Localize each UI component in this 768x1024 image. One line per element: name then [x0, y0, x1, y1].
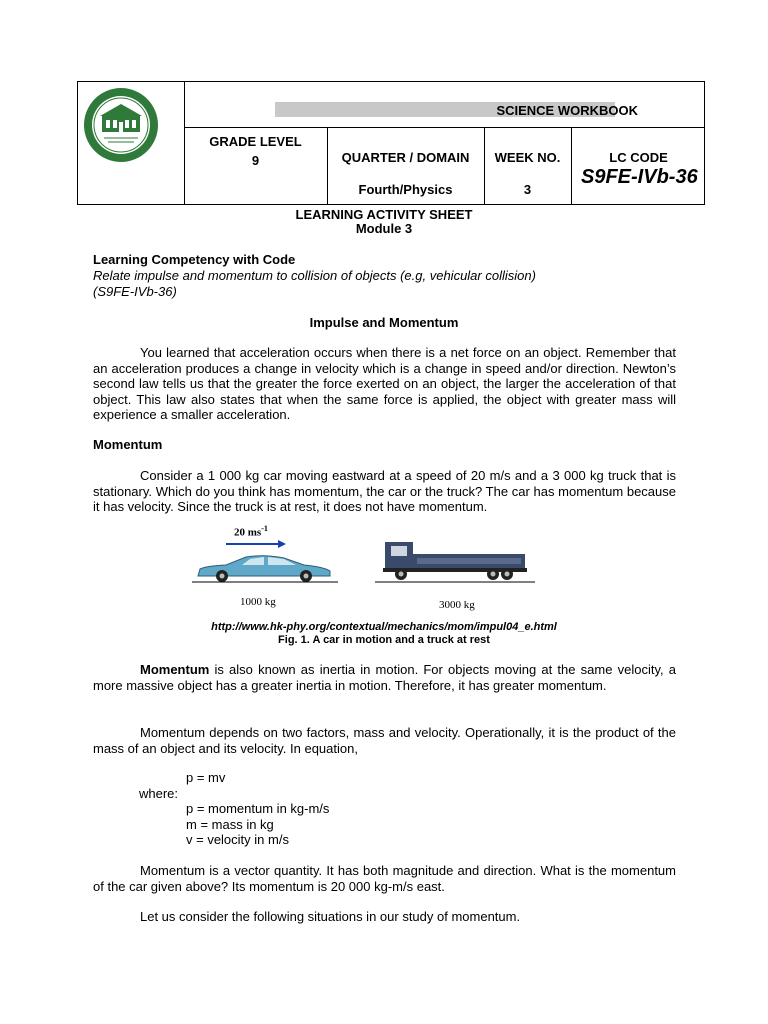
school-seal-logo	[82, 86, 160, 164]
factors-paragraph: Momentum depends on two factors, mass and velocity. Operationally, it is the product of the mass of an object and its velocity. In equation,	[93, 725, 676, 756]
velocity-label: 20 $ms^{-1}$	[234, 524, 268, 539]
car-icon	[192, 554, 338, 584]
sheet-title: LEARNING ACTIVITY SHEET	[295, 207, 473, 222]
grade-level-label: GRADE LEVEL	[209, 134, 302, 149]
equation-v-definition: v = velocity in m/s	[186, 832, 289, 847]
week-no-value: 3	[523, 182, 532, 197]
figure-car-truck	[190, 522, 550, 614]
competency-code: (S9FE-IVb-36)	[93, 284, 177, 299]
competency-heading: Learning Competency with Code	[93, 252, 296, 267]
momentum-paragraph: Consider a 1 000 kg car moving eastward at a speed of 20 m/s and a 3 000 kg truck that is stationary. Which do you think has momentum, the car or the truck? The car has momentum because it has velocity. Since the truck is at rest, it does not have momentum.	[93, 468, 676, 514]
module-label: Module 3	[355, 221, 413, 236]
quarter-domain-value: Fourth/Physics	[358, 182, 453, 197]
week-no-label: WEEK NO.	[494, 150, 561, 165]
lc-code-value: S9FE-IVb-36	[581, 166, 698, 188]
intro-paragraph: You learned that acceleration occurs when there is a net force on an object. Remember that an acceleration produces a change in velocity which is a change in speed and/or direction. Newton’s second law tells us that the greater the force exerted on an object, the larger the acceleration of that object. This law also states that when the same force is applied, the object with greater mass will experience a smaller acceleration.	[93, 345, 676, 422]
figure-caption: Fig. 1. A car in motion and a truck at rest	[278, 634, 490, 646]
quarter-domain-label: QUARTER / DOMAIN	[341, 150, 470, 165]
equation-where: where:	[139, 786, 179, 801]
definition-paragraph: Momentum is also known as inertia in motion. For objects moving at the same velocity, a more massive object has a greater inertia in motion. Therefore, it has greater momentum.	[93, 662, 676, 693]
figure-source-link[interactable]: http://www.hk-phy.org/contextual/mechanics/mom/impul04_e.html	[211, 621, 557, 633]
car-mass-label: 1000 kg	[240, 596, 276, 608]
momentum-heading: Momentum	[93, 437, 163, 452]
momentum-term: Momentum	[140, 662, 210, 677]
grade-level-value: 9	[251, 153, 260, 168]
section-title: Impulse and Momentum	[309, 315, 459, 330]
header-table	[77, 81, 705, 205]
closing-paragraph: Let us consider the following situations in our study of momentum.	[140, 909, 521, 924]
equation-p-definition: p = momentum in kg-m/s	[186, 801, 330, 816]
vector-paragraph: Momentum is a vector quantity. It has both magnitude and direction. What is the momentum of the car given above? Its momentum is 20 000 kg-m/s east.	[93, 863, 676, 894]
divider	[184, 127, 704, 128]
truck-mass-label: 3000 kg	[439, 599, 475, 611]
equation-m-definition: m = mass in kg	[186, 817, 274, 832]
equation-formula: p = mv	[186, 770, 226, 785]
lc-code-label: LC CODE	[609, 150, 668, 165]
workbook-title: SCIENCE WORKBOOK	[496, 103, 638, 118]
competency-text: Relate impulse and momentum to collision of objects (e.g, vehicular collision)	[93, 268, 536, 283]
truck-icon	[375, 536, 535, 584]
arrow-right-icon	[226, 540, 286, 548]
divider	[571, 127, 572, 204]
